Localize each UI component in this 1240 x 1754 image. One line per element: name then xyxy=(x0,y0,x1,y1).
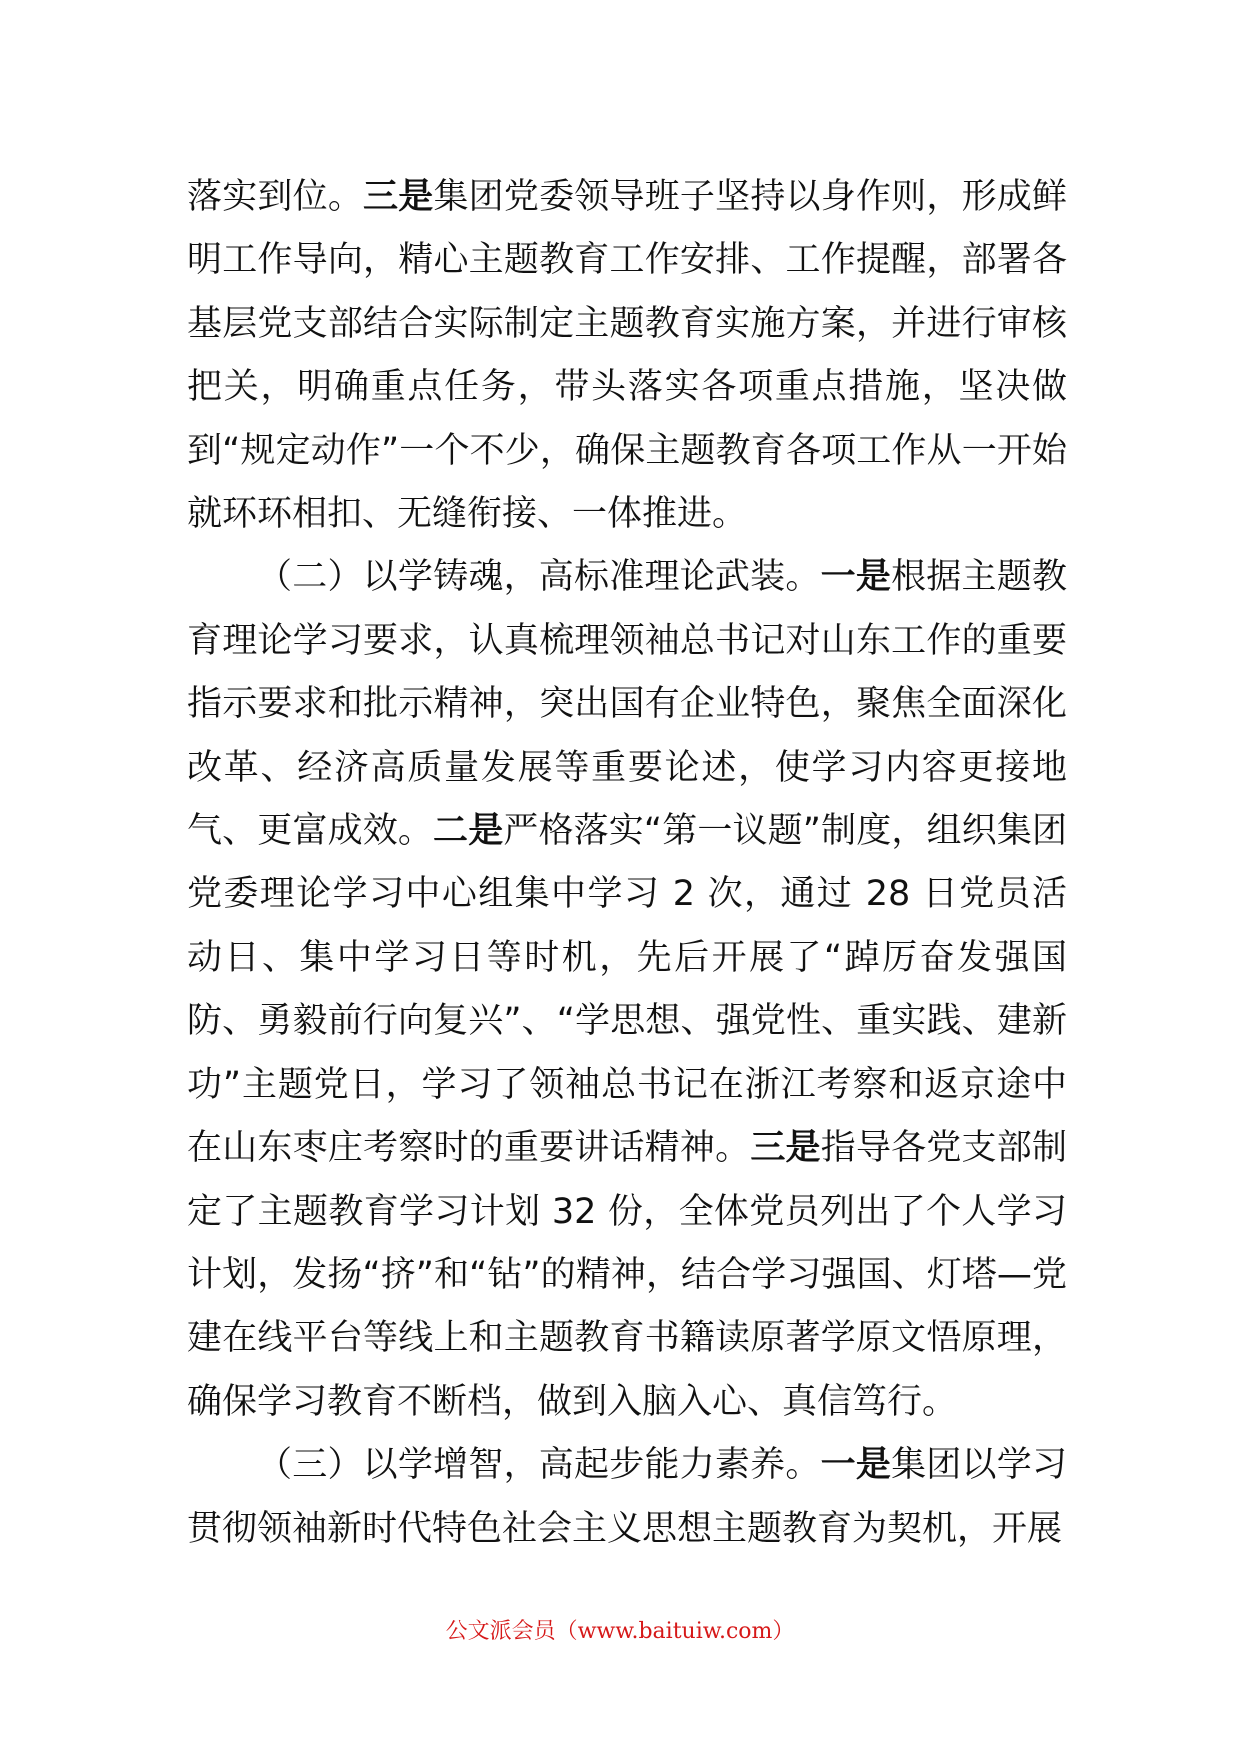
text-segment: 指导各党支部制定了主题教育学习计划 32 份，全体党员列出了个人学习计划，发扬“挤”和“钻”的精神，结合学习强国、灯塔—党建在线平台等线上和主题教育书籍读原著学原文悟原理，确保学习教育不断档，做到入脑入心、真信笃行。 xyxy=(187,1128,1067,1422)
text-segment: 集团以学习贯彻领袖新时代特色社会主义思想主题教育为契机，开展 xyxy=(187,1445,1067,1549)
paragraph xyxy=(187,546,1067,1434)
bold-lead-phrase: 一是 xyxy=(820,557,892,598)
bold-lead-phrase: 三是 xyxy=(750,1128,821,1169)
paragraph xyxy=(187,166,1067,546)
text-segment: 严格落实“第一议题”制度，组织集团党委理论学习中心组集中学习 2 次，通过 28 日党员活动日、集中学习日等时机，先后开展了“踔厉奋发强国防、勇毅前行向复兴”、“学思想、强党性、重实践、建新功”主题党日，学习了领袖总书记在浙江考察和返京途中在山东枣庄考察时的重要讲话精神。 xyxy=(187,811,1067,1169)
text-segment: 根据主题教育理论学习要求，认真梳理领袖总书记对山东工作的重要指示要求和批示精神，突出国有企业特色，聚焦全面深化改革、经济高质量发展等重要论述，使学习内容更接地气、更富成效。 xyxy=(187,557,1067,852)
bold-lead-phrase: 二是 xyxy=(433,811,504,852)
footer-watermark: 公文派会员（www.baituiw.com） xyxy=(445,1619,795,1644)
text-segment: （三）以学增智，高起步能力素养。 xyxy=(257,1445,821,1486)
bold-lead-phrase: 三是 xyxy=(363,177,434,217)
document-body xyxy=(187,166,1067,1561)
text-segment: 落实到位。 xyxy=(187,177,364,217)
text-segment: （二）以学铸魂，高标准理论武装。 xyxy=(257,557,821,598)
text-segment: 集团党委领导班子坚持以身作则，形成鲜明工作导向，精心主题教育工作安排、工作提醒，部署各基层党支部结合实际制定主题教育实施方案，并进行审核把关，明确重点任务，带头落实各项重点措施，坚决做到“规定动作”一个不少，确保主题教育各项工作从一开始就环环相扣、无缝衔接、一体推进。 xyxy=(187,177,1067,535)
paragraph xyxy=(187,1434,1067,1561)
bold-lead-phrase: 一是 xyxy=(820,1445,892,1486)
